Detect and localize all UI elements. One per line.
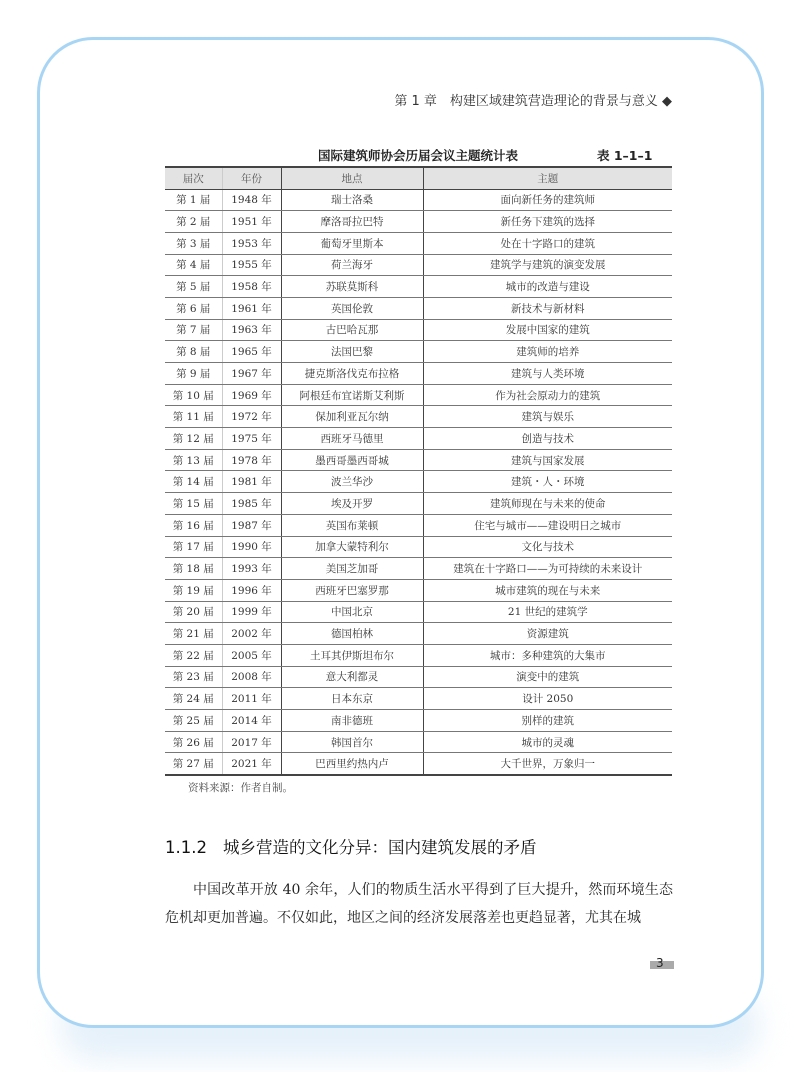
table-row [165,211,672,233]
table-row [165,644,672,666]
year-cell: 1972 年 [222,406,281,428]
theme-cell: 住宅与城市——建设明日之城市 [423,514,672,536]
location-cell: 巴西里约热内卢 [281,753,423,775]
location-cell: 摩洛哥拉巴特 [281,211,423,233]
table-row [165,623,672,645]
table-row [165,189,672,211]
table-row [165,232,672,254]
table-row [165,428,672,450]
theme-cell: 城市的改造与建设 [423,276,672,298]
year-cell: 2021 年 [222,753,281,775]
theme-cell: 建筑学与建筑的演变发展 [423,254,672,276]
year-cell: 1985 年 [222,493,281,515]
session-cell: 第 22 届 [165,644,222,666]
location-cell: 美国芝加哥 [281,558,423,580]
theme-cell: 城市建筑的现在与未来 [423,579,672,601]
session-cell: 第 16 届 [165,514,222,536]
location-cell: 波兰华沙 [281,471,423,493]
location-cell: 中国北京 [281,601,423,623]
theme-cell: 21 世纪的建筑学 [423,601,672,623]
section-number: 1.1.2 [165,838,207,857]
table-row [165,449,672,471]
table-row [165,579,672,601]
session-cell: 第 3 届 [165,232,222,254]
theme-cell: 大千世界，万象归一 [423,753,672,775]
theme-cell: 资源建筑 [423,623,672,645]
table-row [165,688,672,710]
theme-cell: 文化与技术 [423,536,672,558]
year-cell: 2005 年 [222,644,281,666]
location-cell: 韩国首尔 [281,731,423,753]
table-number: 表 1–1–1 [597,148,653,163]
year-cell: 2002 年 [222,623,281,645]
table-row [165,536,672,558]
body-paragraph: 中国改革开放 40 余年，人们的物质生活水平得到了巨大提升，然而环境生态危机却更加普遍。不仅如此，地区之间的经济发展落差也更趋显著，尤其在城 [165,882,673,926]
session-cell: 第 19 届 [165,579,222,601]
year-cell: 1999 年 [222,601,281,623]
theme-cell: 面向新任务的建筑师 [423,189,672,211]
section-title: 城乡营造的文化分异：国内建筑发展的矛盾 [222,838,537,857]
table-row [165,514,672,536]
session-cell: 第 27 届 [165,753,222,775]
location-cell: 意大利都灵 [281,666,423,688]
year-cell: 2017 年 [222,731,281,753]
session-cell: 第 13 届 [165,449,222,471]
table-row [165,254,672,276]
year-cell: 1987 年 [222,514,281,536]
session-cell: 第 6 届 [165,297,222,319]
table-row [165,363,672,385]
location-cell: 南非德班 [281,710,423,732]
theme-cell: 新任务下建筑的选择 [423,211,672,233]
table-row [165,493,672,515]
theme-cell: 处在十字路口的建筑 [423,232,672,254]
running-header: 第 1 章 构建区域建筑营造理论的背景与意义 ◆ [394,94,672,109]
year-cell: 1993 年 [222,558,281,580]
year-cell: 1953 年 [222,232,281,254]
year-cell: 2008 年 [222,666,281,688]
theme-cell: 别样的建筑 [423,710,672,732]
theme-cell: 建筑师的培养 [423,341,672,363]
table-row [165,753,672,775]
session-cell: 第 12 届 [165,428,222,450]
year-cell: 2014 年 [222,710,281,732]
theme-cell: 新技术与新材料 [423,297,672,319]
theme-cell: 建筑与人类环境 [423,363,672,385]
page-number: 3 [656,956,664,970]
table-row [165,276,672,298]
theme-cell: 发展中国家的建筑 [423,319,672,341]
year-cell: 1990 年 [222,536,281,558]
session-cell: 第 23 届 [165,666,222,688]
location-cell: 葡萄牙里斯本 [281,232,423,254]
table-row [165,341,672,363]
session-cell: 第 9 届 [165,363,222,385]
theme-cell: 演变中的建筑 [423,666,672,688]
table-row [165,666,672,688]
year-cell: 1967 年 [222,363,281,385]
table-row [165,297,672,319]
location-cell: 加拿大蒙特利尔 [281,536,423,558]
table-source: 资料来源：作者自制。 [188,782,293,794]
session-cell: 第 4 届 [165,254,222,276]
location-cell: 墨西哥墨西哥城 [281,449,423,471]
theme-cell: 创造与技术 [423,428,672,450]
location-cell: 英国伦敦 [281,297,423,319]
column-header: 年份 [222,167,281,189]
table-row [165,384,672,406]
table-row [165,731,672,753]
theme-cell: 建筑与国家发展 [423,449,672,471]
session-cell: 第 20 届 [165,601,222,623]
theme-cell: 设计 2050 [423,688,672,710]
location-cell: 英国布莱顿 [281,514,423,536]
year-cell: 1951 年 [222,211,281,233]
location-cell: 保加利亚瓦尔纳 [281,406,423,428]
location-cell: 西班牙巴塞罗那 [281,579,423,601]
column-header: 届次 [165,167,222,189]
session-cell: 第 17 届 [165,536,222,558]
location-cell: 西班牙马德里 [281,428,423,450]
year-cell: 1975 年 [222,428,281,450]
session-cell: 第 11 届 [165,406,222,428]
location-cell: 德国柏林 [281,623,423,645]
session-cell: 第 18 届 [165,558,222,580]
theme-cell: 建筑师现在与未来的使命 [423,493,672,515]
congress-table [165,166,672,776]
location-cell: 瑞士洛桑 [281,189,423,211]
section-heading [165,834,536,858]
year-cell: 1961 年 [222,297,281,319]
session-cell: 第 25 届 [165,710,222,732]
session-cell: 第 26 届 [165,731,222,753]
session-cell: 第 15 届 [165,493,222,515]
table-row [165,319,672,341]
location-cell: 荷兰海牙 [281,254,423,276]
theme-cell: 建筑・人・环境 [423,471,672,493]
table-row [165,601,672,623]
session-cell: 第 7 届 [165,319,222,341]
table-row [165,471,672,493]
column-header: 地点 [281,167,423,189]
location-cell: 法国巴黎 [281,341,423,363]
table-title: 国际建筑师协会历届会议主题统计表 [318,148,519,163]
session-cell: 第 10 届 [165,384,222,406]
table-row [165,710,672,732]
year-cell: 2011 年 [222,688,281,710]
session-cell: 第 8 届 [165,341,222,363]
year-cell: 1969 年 [222,384,281,406]
year-cell: 1978 年 [222,449,281,471]
table-row [165,558,672,580]
location-cell: 苏联莫斯科 [281,276,423,298]
session-cell: 第 24 届 [165,688,222,710]
theme-cell: 建筑与娱乐 [423,406,672,428]
table-row [165,406,672,428]
session-cell: 第 5 届 [165,276,222,298]
session-cell: 第 1 届 [165,189,222,211]
year-cell: 1955 年 [222,254,281,276]
location-cell: 日本东京 [281,688,423,710]
theme-cell: 作为社会原动力的建筑 [423,384,672,406]
theme-cell: 建筑在十字路口——为可持续的未来设计 [423,558,672,580]
location-cell: 土耳其伊斯坦布尔 [281,644,423,666]
table-header-row [165,167,672,189]
theme-cell: 城市：多种建筑的大集市 [423,644,672,666]
theme-cell: 城市的灵魂 [423,731,672,753]
location-cell: 捷克斯洛伐克布拉格 [281,363,423,385]
year-cell: 1996 年 [222,579,281,601]
year-cell: 1958 年 [222,276,281,298]
session-cell: 第 21 届 [165,623,222,645]
session-cell: 第 2 届 [165,211,222,233]
session-cell: 第 14 届 [165,471,222,493]
location-cell: 阿根廷布宜诺斯艾利斯 [281,384,423,406]
year-cell: 1965 年 [222,341,281,363]
location-cell: 埃及开罗 [281,493,423,515]
location-cell: 古巴哈瓦那 [281,319,423,341]
year-cell: 1963 年 [222,319,281,341]
year-cell: 1981 年 [222,471,281,493]
year-cell: 1948 年 [222,189,281,211]
column-header: 主题 [423,167,672,189]
